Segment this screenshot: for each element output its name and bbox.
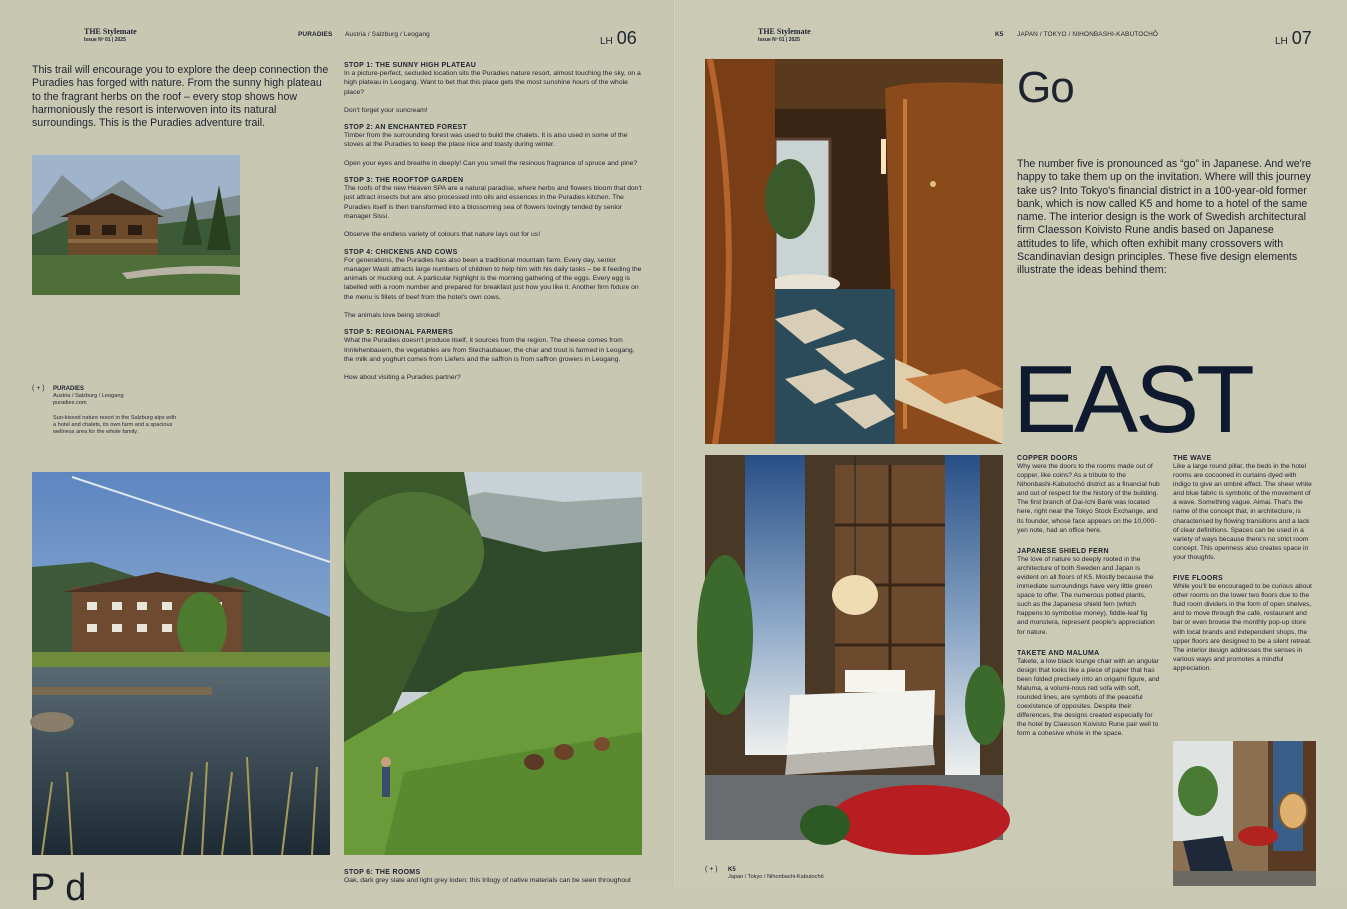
page-number-value: 07	[1291, 28, 1312, 48]
section-label: K5	[995, 31, 1004, 38]
stop-text: In a picture-perfect, secluded location sits the Puradies nature resort, almost touching the sky, on a high plateau in Leogang. Want to bet that this place gets the most sunshine hours of the whole place?	[344, 70, 641, 96]
stop-4	[344, 249, 644, 321]
element-title: THE WAVE	[1173, 455, 1212, 462]
page-prefix: LH	[600, 36, 613, 47]
stop-title: STOP 2: AN ENCHANTED FOREST	[344, 124, 468, 132]
element-text: Like a large round pillar, the beds in the hotel rooms are cocooned in curtains dyed with indigo to give an ombré effect. The sheer white and blue fabric is symbolic of the movement of a wave. Something vague. Aimai. That's the name of the concept that, in architecture, is characterised by flowing transitions and a lack of clear definitions. Spaces can be used in a variety of ways because there's no strict room concept. This openness also creates space in your thoughts.	[1173, 463, 1312, 561]
left-page	[0, 0, 673, 909]
stop-text: Oak, dark grey slate and light grey loden: this trilogy of native materials can be seen throughout	[344, 877, 631, 884]
brand-name: THE Stylemate	[758, 27, 811, 36]
page-prefix: LH	[1275, 36, 1288, 47]
headline-east: EAST	[1013, 346, 1252, 453]
brand-masthead	[84, 27, 137, 45]
issue-label: Issue Nº 01 | 2025	[84, 37, 126, 43]
element-title: TAKETE AND MALUMA	[1017, 649, 1100, 657]
stop-1	[344, 62, 644, 115]
headline-go: Go	[1017, 63, 1074, 112]
breadcrumb: JAPAN / TOKYO / NIHONBASHI-KABUTOCHŌ	[1017, 31, 1159, 38]
stop-tip: How about visiting a Puradies partner?	[344, 374, 461, 382]
stop-title: STOP 4: CHICKENS AND COWS	[344, 248, 458, 256]
breadcrumb: Austria / Salzburg / Leogang	[345, 31, 430, 38]
brand-masthead	[758, 27, 811, 45]
info-location: Austria / Salzburg / Leogang	[53, 393, 124, 400]
bedroom-photo	[705, 455, 1003, 840]
intro-text: This trail will encourage you to explore the deep connection the Puradies has forged with nature. From the sunny high plateau to the fragrant herbs on the roof – every stop shows how harmoniously the resort is interwoven into its natural surroundings. This is the Puradies adventure trail.	[32, 64, 329, 130]
element-title: COPPER DOORS	[1017, 455, 1078, 462]
stop-6	[344, 869, 644, 894]
page-number-value: 06	[616, 28, 637, 48]
stop-text: Timber from the surrounding forest was used to build the chalets. It is also used in some of the stoves at the Puradies to keep the place nice and toasty during winter.	[344, 132, 628, 149]
stop-title: STOP 1: THE SUNNY HIGH PLATEAU	[344, 62, 477, 69]
element-title: FIVE FLOORS	[1173, 575, 1223, 583]
info-url[interactable]: puradies.com	[53, 400, 87, 407]
stop-text: The roofs of the new Heaven SPA are a natural paradise, where herbs and flowers bloom that don't just attract insects but are also processed into oils and essences in the Puradies kitchen. The Puradies itself is then transformed into a blossoming sea of flowers lovingly tended by senior manager Sissi.	[344, 185, 642, 220]
issue-label: Issue Nº 01 | 2025	[758, 37, 800, 43]
info-description: Sun-kissed nature resort in the Salzburg alps with a hotel and chalets, its own farm and a spacious wellness area for the whole family.	[53, 414, 177, 436]
meadow-cows-photo	[344, 472, 642, 855]
trail-stops	[344, 62, 644, 392]
info-block	[53, 386, 178, 436]
stop-title: STOP 3: THE ROOFTOP GARDEN	[344, 177, 464, 185]
chalet-photo	[32, 155, 240, 295]
element-title: JAPANESE SHIELD FERN	[1017, 547, 1109, 555]
copper-door-photo	[705, 59, 1003, 444]
info-name: K5	[728, 867, 736, 873]
bottom-heading: P d	[30, 867, 87, 909]
stop-title: STOP 6: THE ROOMS	[344, 869, 421, 876]
section-label: PURADIES	[298, 31, 333, 38]
stop-3	[344, 177, 644, 239]
info-name: PURADIES	[53, 386, 85, 392]
page-number	[1275, 28, 1312, 49]
lounge-chair-photo	[1173, 741, 1316, 886]
brand-name: THE Stylemate	[84, 27, 137, 36]
intro-text: The number five is pronounced as “go” in Japanese. And we're happy to take them up on the invitation. Where will this journey take us? Into Tokyo's financial district in a 100-year-old former bank, which is now called K5 and home to a hotel of the same name. The interior design is the work of Swedish architectural firm Claesson Koivisto Rune andis based on Japanese attitudes to life, which often exhibit many crossovers with Scandinavian design principles. These five design elements illustrate the ideas behind them:	[1017, 158, 1312, 277]
element-text: Takete, a low black lounge chair with an angular design that looks like a piece of paper that has been folded precisely into an origami figure, and Maluma, a volumi-nous red sofa with soft, rounded lines, are symbols of the peaceful coexistence of opposites. Despite their differences, the designs created especially for the hotel by Claesson Koivisto Rune pair well to form a cohesive whole in the space.	[1017, 657, 1160, 738]
stop-title: STOP 5: REGIONAL FARMERS	[344, 329, 454, 337]
right-page	[676, 0, 1347, 886]
design-elements-column-2	[1173, 455, 1316, 686]
page-number	[600, 28, 637, 49]
element-text: While you'll be encouraged to be curious about other rooms on the lower two floors due to the fluid room dividers in the form of open shelves, and to move through the café, restaurant and bar or even browse the monthly pop-up store with local brands and independent shops, the upper floors are designed to be a silent retreat. The interior design addresses the senses in various ways and promotes a mindful appreciation.	[1173, 583, 1312, 672]
info-plus-marker: ( + )	[32, 385, 45, 392]
element-text: Why were the doors to the rooms made out of copper, like coins? As a tribute to the Nihonbashi-Kabutochō district as a financial hub and out of respect for the history of the building. The first branch of Dai-Ichi Bank was located here, right near the Tokyo Stock Exchange, and its founder, whose face appears on the 10,000-yen note, had an office here.	[1017, 463, 1160, 534]
design-elements-column-1	[1017, 455, 1160, 751]
info-block	[728, 867, 888, 881]
stop-tip: The animals love being stroked!	[344, 312, 440, 320]
info-location: Japan / Tokyo / Nihonbashi-Kabutochō	[728, 874, 824, 881]
stop-tip: Don't forget your suncream!	[344, 106, 428, 114]
element-text: The love of nature so deeply rooted in the architecture of both Sweden and Japan is evident on all floors of K5. Mostly because the immediate surroundings have very little green space to offer. The numerous potted plants, such as the Japanese shield fern (which happens to symbolise money), fiddle-leaf fig and monstera, represent people's appreciation for nature.	[1017, 555, 1155, 636]
info-plus-marker: ( + )	[705, 866, 718, 873]
stop-text: What the Puradies doesn't produce itself, it sources from the region. The cheese comes from Innlehenbauern, the vegetables are from Stechaubauer, the char and trout is farmed in Leogang, the milk and yoghurt comes from Liefers and the saffron is from saffron growers in Leogang.	[344, 337, 635, 363]
stop-2	[344, 124, 644, 168]
stop-tip: Observe the endless variety of colours that nature lays out for us!	[344, 231, 541, 239]
stop-tip: Open your eyes and breathe in deeply! Can you smell the resinous fragrance of spruce and pine?	[344, 159, 638, 167]
stop-5	[344, 329, 644, 382]
lake-resort-photo	[32, 472, 330, 855]
stop-text: For generations, the Puradies has also been a traditional mountain farm. Every day, senior manager Wasti attracts large numbers of children to help him with his daily tasks – be it feeding the animals or mucking out. A particular highlight is the morning gathering of the eggs. Every egg is labelled with a room number and prepared for breakfast just how you like it. Another firm fixture on the menu is fillets of beef from the hotel's own cows.	[344, 256, 642, 301]
